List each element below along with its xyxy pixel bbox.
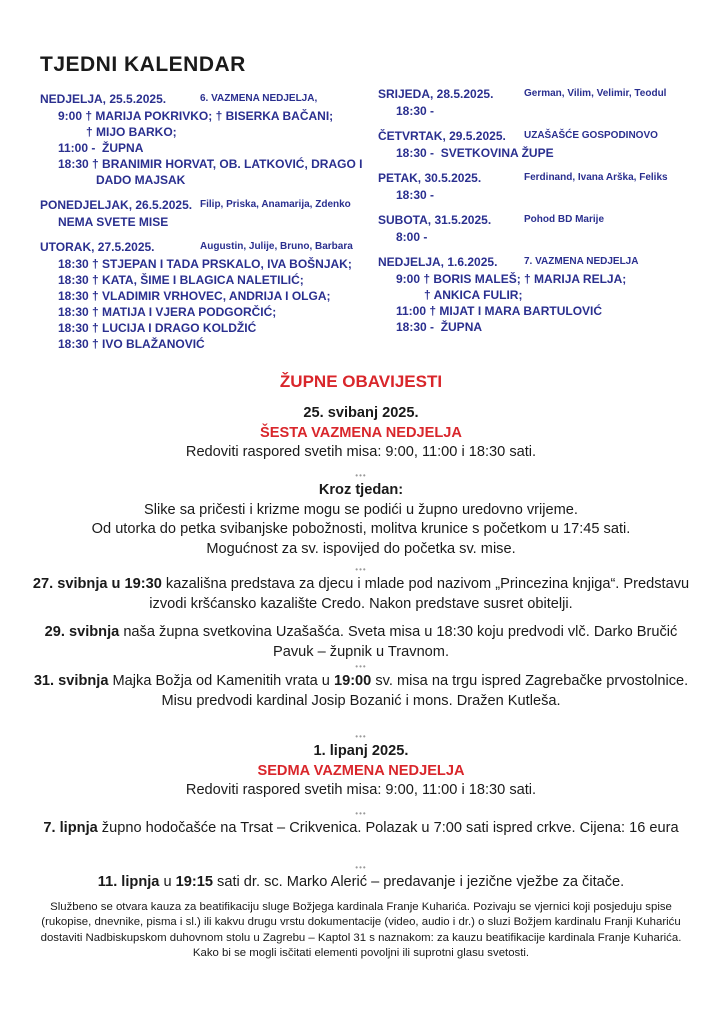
calendar-day-note: Ferdinand, Ivana Arška, Feliks [524, 172, 668, 183]
calendar-mass-line: 18:30 † LUCIJA I DRAGO KOLDŽIĆ [58, 321, 257, 335]
calendar-mass-line: 11:00 † MIJAT I MARA BARTULOVIĆ [396, 304, 603, 318]
calendar-day-header [40, 92, 360, 108]
sunday1-date: 25. svibanj 2025. [303, 405, 419, 421]
announcements-title: ŽUPNE OBAVIJESTI [279, 372, 443, 391]
separator: ••• [355, 471, 367, 480]
event-31-rest: sv. misa na trgu ispred Zagrebačke prvostolnice. Misu predvodi kardinal Josip Bozanić i mons. Dražen Kutleša. [161, 673, 689, 709]
calendar-mass-line: 18:30 - [396, 104, 435, 118]
calendar-day-date: SUBOTA, 31.5.2025. [378, 213, 492, 227]
calendar-day-note: German, Vilim, Velimir, Teodul [524, 88, 667, 99]
calendar-left-column [40, 92, 363, 362]
calendar-day-date: NEDJELJA, 1.6.2025. [378, 255, 498, 269]
calendar-mass-line: 18:30 † MATIJA I VJERA PODGORČIĆ; [58, 305, 277, 319]
calendar-day-header [378, 255, 678, 271]
event-31-text: Majka Božja od Kamenitih vrata u [108, 673, 334, 689]
calendar-mass-line: 18:30 † KATA, ŠIME I BLAGICA NALETILIĆ; [58, 273, 304, 287]
separator: ••• [355, 809, 367, 818]
calendar-mass-line: DADO MAJSAK [96, 173, 186, 187]
calendar-mass-line: 18:30 - ŽUPNA [396, 320, 483, 334]
calendar-day [378, 87, 678, 119]
sunday2-schedule: Redoviti raspored svetih misa: 9:00, 11:00 i 18:30 sati. [185, 782, 537, 798]
calendar-mass-line: † ANKICA FULIR; [424, 288, 523, 302]
calendar-mass-line: 11:00 - ŽUPNA [58, 141, 144, 155]
calendar-mass-line: NEMA SVETE MISE [58, 215, 169, 229]
calendar-day-header [378, 213, 678, 229]
calendar-day [378, 129, 678, 161]
event-11-time: 19:15 [175, 874, 213, 890]
page-title: TJEDNI KALENDAR [40, 53, 246, 76]
event-11-text: u [159, 874, 176, 890]
calendar-mass-line: 8:00 - [396, 230, 428, 244]
calendar-day-header [378, 87, 678, 103]
footer-notice: Službeno se otvara kauza za beatifikaciju sluge Božjega kardinala Franje Kuharića. Pozivaju se vjernici koji posjeduju spise (rukopise, dnevnike, pisma i sl.) ili kakvu drugu vrstu dokumentacije (video, audio i dr.) o sluzi Božjem kardinalu Franji Kuhariću dostaviti Nadbiskupskom duhovnom stolu u Zagrebu – Kaptol 31 s naznakom: za kauzu beatifikacije kardinala Franje Kuharića. Kako bi se mogli isčitati elementi povoljni ili suprotni glasu svetosti. [40, 901, 682, 959]
event-27-date: 27. svibnja u 19:30 [32, 576, 162, 592]
calendar-mass-line: 9:00 † MARIJA POKRIVKO; † BISERKA BAČANI; [58, 109, 334, 123]
calendar-day-note: Augustin, Julije, Bruno, Barbara [200, 241, 353, 252]
event-31 [24, 672, 698, 711]
separator: ••• [355, 732, 367, 741]
separator: ••• [355, 565, 367, 574]
event-27-text: kazališna predstava za djecu i mlade pod nazivom „Princezina knjiga“. Predstavu izvodi kršćansko kazalište Credo. Nakon predstave susret obitelji. [149, 576, 690, 612]
calendar-mass-line: 18:30 - [396, 188, 435, 202]
week-line: Slike sa pričesti i krizme mogu se podići u župno uredovno vrijeme. [144, 501, 578, 518]
sunday1-schedule: Redoviti raspored svetih misa: 9:00, 11:00 i 18:30 sati. [185, 444, 537, 460]
calendar-day-note: 7. VAZMENA NEDJELJA [524, 256, 639, 267]
calendar-day-date: ČETVRTAK, 29.5.2025. [378, 129, 506, 143]
calendar-mass-line: 18:30 - SVETKOVINA ŽUPE [396, 146, 554, 160]
calendar-day-header [378, 171, 678, 187]
event-7 [24, 819, 698, 839]
calendar-day-note: Pohod BD Marije [524, 214, 605, 225]
calendar-day [378, 255, 678, 335]
week-line: Od utorka do petka svibanjske pobožnosti, molitva krunice s početkom u 17:45 sati. [91, 521, 631, 537]
calendar-mass-line: 9:00 † BORIS MALEŠ; † MARIJA RELJA; [396, 272, 627, 286]
week-block [24, 481, 698, 559]
week-line: Mogućnost za sv. ispovijed do početka sv. mise. [206, 540, 516, 557]
calendar-day-header [40, 198, 360, 214]
calendar-day-note: Filip, Priska, Anamarija, Zdenko [200, 199, 351, 210]
event-11-rest: sati dr. sc. Marko Alerić – predavanje i jezične vježbe za čitače. [212, 874, 625, 890]
calendar-day [40, 92, 363, 188]
event-11 [24, 873, 698, 893]
event-31-date: 31. svibnja [33, 673, 109, 689]
calendar-mass-line: 18:30 † IVO BLAŽANOVIĆ [58, 337, 205, 351]
calendar-mass-line: 18:30 † BRANIMIR HORVAT, OB. LATKOVIĆ, DRAGO I [58, 157, 363, 171]
calendar-day-date: SRIJEDA, 28.5.2025. [378, 87, 494, 101]
event-29 [24, 623, 698, 662]
event-29-text: naša župna svetkovina Uzašašća. Sveta misa u 18:30 koju predvodi vlč. Darko Bručić Pavuk – župnik u Travnom. [119, 624, 678, 660]
calendar-day [378, 213, 678, 245]
calendar-day-date: PETAK, 30.5.2025. [378, 171, 482, 185]
calendar-mass-line: 18:30 † VLADIMIR VRHOVEC, ANDRIJA I OLGA; [58, 289, 331, 303]
separator: ••• [355, 863, 367, 872]
sunday2-date: 1. lipanj 2025. [313, 743, 409, 759]
event-31-time: 19:00 [333, 673, 372, 689]
calendar-day-header [378, 129, 678, 145]
calendar-day [40, 240, 360, 352]
calendar-day-date: UTORAK, 27.5.2025. [40, 240, 155, 254]
event-11-date: 11. lipnja [97, 874, 160, 890]
sunday1-block [24, 404, 698, 463]
calendar-day [378, 171, 678, 203]
calendar-day-header [40, 240, 360, 256]
calendar-day-date: NEDJELJA, 25.5.2025. [40, 92, 167, 106]
calendar-mass-line: 18:30 † STJEPAN I TADA PRSKALO, IVA BOŠNJAK; [58, 257, 352, 271]
calendar-mass-line: † MIJO BARKO; [86, 125, 177, 139]
event-7-text: župno hodočašće na Trsat – Crikvenica. Polazak u 7:00 sati ispred crkve. Cijena: 16 eura [97, 820, 679, 836]
week-heading: Kroz tjedan: [318, 482, 404, 498]
calendar-right-column [378, 87, 678, 345]
event-29-date: 29. svibnja [44, 624, 120, 640]
event-27 [24, 575, 698, 614]
calendar-day [40, 198, 360, 230]
sunday1-name: ŠESTA VAZMENA NEDJELJA [260, 424, 462, 441]
sunday2-name: SEDMA VAZMENA NEDJELJA [257, 762, 465, 779]
event-7-date: 7. lipnja [43, 820, 98, 836]
sunday2-block [24, 742, 698, 801]
calendar-day-note: UZAŠAŠĆE GOSPODINOVO [524, 130, 658, 141]
calendar-day-date: PONEDJELJAK, 26.5.2025. [40, 198, 193, 212]
calendar-day-note: 6. VAZMENA NEDJELJA, [200, 93, 318, 104]
separator: ••• [355, 662, 367, 671]
